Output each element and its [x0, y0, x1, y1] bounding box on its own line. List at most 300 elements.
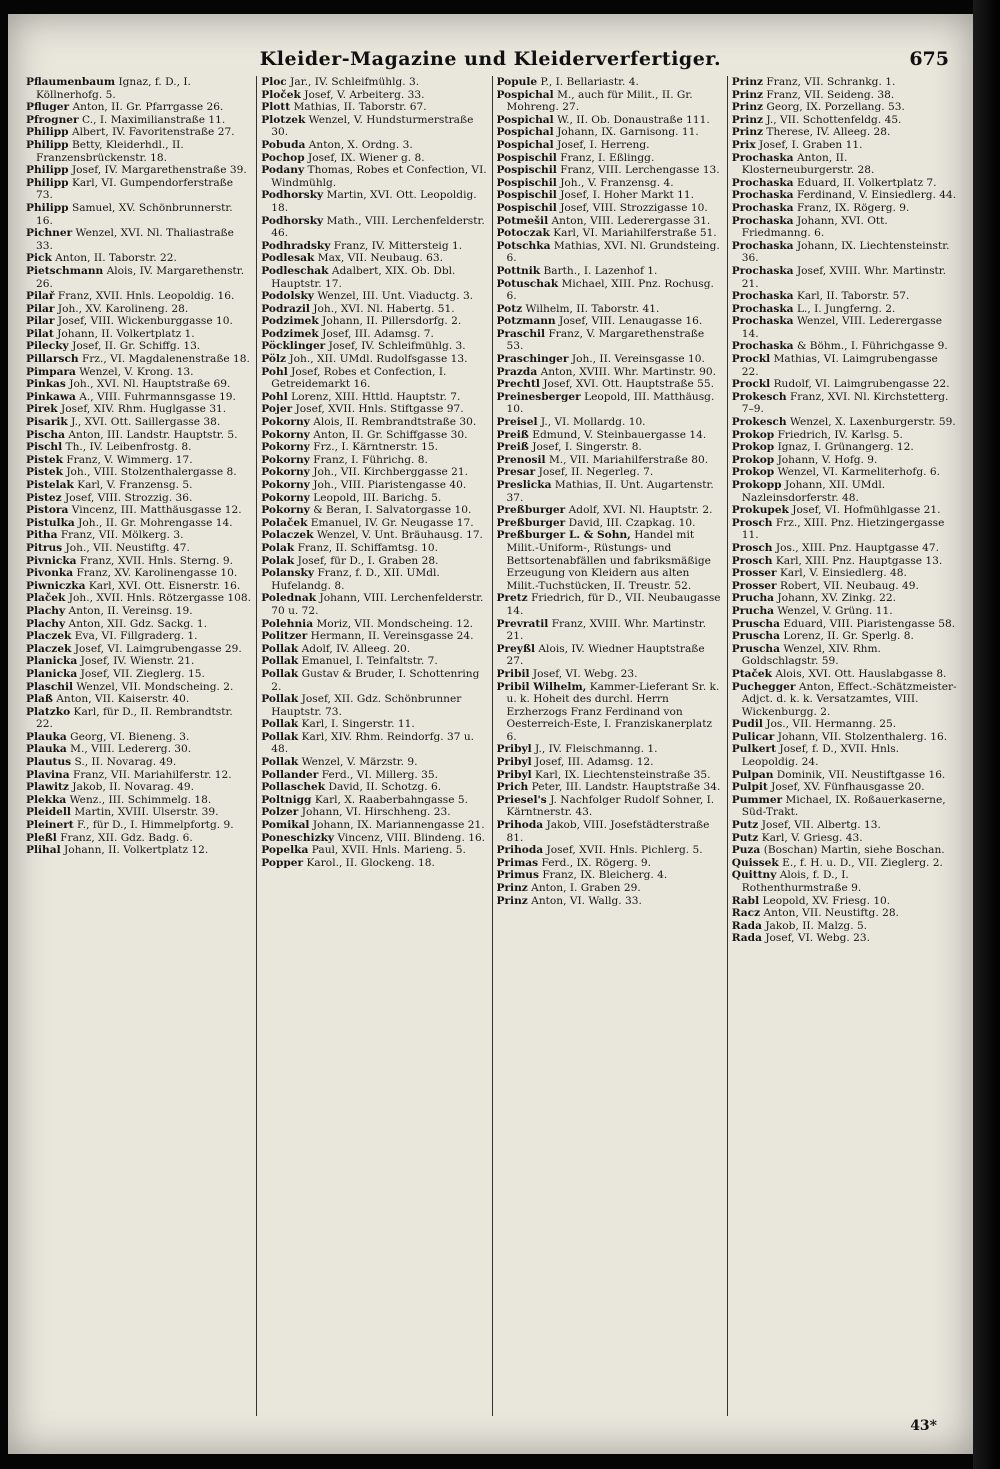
directory-entry — [26, 429, 252, 442]
entry-name: Pospischil — [496, 189, 557, 202]
entry-details: Wenz., III. Schimmelg. 18. — [69, 793, 212, 806]
entry-details: Josef, VIII. Wickenburggasse 10. — [57, 315, 233, 328]
entry-name: Prockl — [731, 353, 771, 366]
directory-entry — [26, 618, 252, 631]
entry-details: Paul, XVII. Hnls. Marieng. 5. — [311, 844, 466, 857]
entry-name: Pitha — [26, 529, 58, 542]
directory-entry — [497, 618, 723, 643]
entry-details: Franz, XII. Gdz. Badg. 6. — [60, 831, 193, 844]
entry-details: Josef, XVII. Hnls. Stiftgasse 97. — [295, 403, 464, 416]
entry-details: Friedrich, für D., VII. Neubaugasse 14. — [506, 592, 721, 617]
entry-name: Prokopp — [731, 479, 782, 491]
directory-entry — [732, 240, 958, 265]
entry-details: Anton, II. Klosterneuburgerstr. 28. — [741, 151, 875, 177]
entry-details: Ferdinand, V. Einsiedlerg. 44. — [796, 189, 957, 202]
directory-entry — [732, 681, 958, 719]
entry-details: Joh., XVII. Hnls. Rötzergasse 108. — [68, 592, 251, 605]
entry-details: Johann, IX. Liechtensteinstr. 36. — [741, 239, 950, 265]
entry-details: Josef, XVIII. Whr. Martinstr. 21. — [741, 264, 947, 290]
directory-entry — [497, 89, 723, 114]
entry-details: Th., IV. Leibenfrostg. 8. — [65, 441, 192, 454]
entry-name: Piwniczka — [26, 579, 86, 592]
entry-details: Martin, XVIII. Ulserstr. 39. — [74, 806, 219, 819]
entry-details: Franz, I. Eßlingg. — [560, 151, 655, 164]
directory-entry — [732, 126, 958, 139]
entry-details: Handel mit Milit.-Uniform-, Rüstungs- und Bettsortenabfällen und fabriksmäßige Erzeugung von Kleidern aus alten Milit.-Tuchstücken, II. Treustr. 52. — [506, 529, 711, 592]
entry-details: J., IV. Fleischmanng. 1. — [535, 743, 658, 756]
entry-name: Prechtl — [496, 378, 540, 391]
entry-name: Ploc — [261, 76, 287, 88]
directory-entry — [732, 152, 958, 177]
directory-entry — [732, 303, 958, 316]
entry-details: Franz, IX. Rögerg. 9. — [796, 201, 910, 214]
entry-name: Pinkawa — [26, 390, 76, 403]
directory-entry — [26, 466, 252, 479]
directory-entry — [261, 416, 487, 429]
directory-entry — [26, 580, 252, 593]
entry-name: Plavina — [26, 768, 70, 781]
entry-name: Pribil Wilhelm, — [496, 680, 587, 693]
entry-name: Ptaček — [731, 667, 773, 680]
entry-name: Plachy — [26, 604, 66, 617]
directory-entry — [26, 781, 252, 794]
directory-entry — [261, 504, 487, 517]
directory-entry — [26, 454, 252, 467]
directory-entry — [497, 466, 723, 479]
entry-name: Pospichal — [496, 88, 554, 101]
directory-entry — [261, 668, 487, 693]
directory-entry — [261, 290, 487, 303]
entry-name: Prochaska — [731, 151, 794, 164]
directory-entry — [261, 529, 487, 542]
directory-entry — [732, 605, 958, 618]
entry-details: Wenzel, VI. Karmeliterhofg. 6. — [777, 466, 940, 479]
directory-entry — [732, 542, 958, 555]
entry-name: Podzimek — [261, 327, 319, 340]
entry-details: Eduard, VIII. Piaristengasse 58. — [783, 617, 956, 630]
entry-name: Preyßl — [496, 642, 536, 655]
entry-name: Pistek — [26, 466, 63, 479]
directory-entry — [261, 76, 487, 89]
directory-entry — [732, 416, 958, 429]
entry-details: Franz, XVI. Nl. Kirchstetterg. 7–9. — [741, 390, 949, 416]
entry-details: Josef, VI. Webg. 23. — [765, 932, 870, 945]
directory-entry — [261, 366, 487, 391]
directory-entry — [497, 781, 723, 794]
entry-details: Josef, V. Arbeiterg. 33. — [304, 88, 425, 101]
entry-details: Jar., IV. Schleifmühlg. 3. — [290, 76, 420, 88]
entry-details: Wenzel, X. Laxenburgerstr. 59. — [789, 416, 956, 429]
entry-details: C., I. Maximilianstraße 11. — [81, 113, 226, 126]
directory-entry — [26, 769, 252, 782]
directory-entry — [732, 353, 958, 378]
entry-details: Ferd., VI. Millerg. 35. — [321, 768, 438, 781]
directory-entry — [261, 139, 487, 152]
directory-entry — [732, 215, 958, 240]
directory-entry — [732, 895, 958, 908]
entry-details: Wenzel, VIII. Lederergasse 14. — [741, 315, 942, 340]
entry-details: Anton, I. Graben 29. — [531, 882, 641, 894]
entry-name: Prucha — [731, 604, 775, 617]
directory-entry — [732, 743, 958, 768]
entry-details: Franz, XV. Karolinengasse 10. — [76, 567, 238, 580]
directory-entry — [261, 555, 487, 568]
directory-entry — [732, 177, 958, 190]
directory-entry — [497, 202, 723, 215]
entry-name: Pistez — [26, 491, 62, 504]
directory-entry — [26, 819, 252, 832]
entry-name: Plihal — [26, 844, 61, 857]
entry-name: Pollak — [261, 718, 299, 731]
entry-name: Platzko — [26, 705, 71, 718]
entry-details: Josef, IX. Wiener g. 8. — [308, 151, 425, 164]
entry-details: Karl, XIII. Pnz. Hauptgasse 13. — [775, 554, 943, 567]
entry-details: Joh., XVI. Nl. Hauptstraße 69. — [69, 378, 231, 391]
entry-name: Pudil — [731, 718, 763, 731]
directory-entry — [732, 718, 958, 731]
directory-entry — [26, 76, 252, 101]
directory-entry — [261, 315, 487, 328]
entry-details: Johann, VI. Hirschheng. 23. — [301, 806, 451, 819]
entry-details: Joh., VIII. Piaristengasse 40. — [313, 479, 467, 491]
entry-name: Pitrus — [26, 541, 63, 554]
entry-name: Pölz — [261, 353, 287, 366]
entry-details: Anton, XII. Gdz. Sackg. 1. — [68, 617, 207, 630]
entry-name: Preisel — [496, 416, 538, 429]
entry-name: Pruscha — [731, 630, 780, 643]
directory-entry — [497, 189, 723, 202]
directory-entry — [732, 479, 958, 504]
directory-entry — [26, 517, 252, 530]
entry-details: Josef, III. Adamsg. 7. — [322, 327, 434, 340]
entry-name: Prix — [731, 138, 756, 151]
entry-details: J., VI. Mollardg. 10. — [540, 416, 646, 429]
directory-entry — [732, 454, 958, 467]
entry-details: Jos., XIII. Pnz. Hauptgasse 47. — [775, 541, 939, 554]
directory-entry — [261, 89, 487, 102]
entry-name: Prochaska — [731, 189, 794, 202]
entry-details: Wenzel, V. Unt. Bräuhausg. 17. — [316, 529, 483, 542]
entry-details: Karl, IX. Liechtensteinstraße 35. — [535, 768, 711, 781]
directory-entry — [497, 668, 723, 681]
entry-details: Samuel, XV. Schönbrunnerstr. 16. — [36, 201, 233, 227]
entry-name: Popelka — [261, 844, 309, 857]
entry-name: Rabl — [731, 894, 760, 907]
entry-name: Plott — [261, 101, 291, 114]
entry-details: Franz, IV. Mittersteig 1. — [333, 239, 463, 252]
entry-details: Karl, V. Franzensg. 5. — [77, 479, 193, 491]
directory-entry — [732, 139, 958, 152]
directory-entry — [497, 769, 723, 782]
directory-entry — [497, 529, 723, 592]
entry-details: Jos., VII. Hermanng. 25. — [766, 718, 897, 731]
entry-name: Prochaska — [731, 176, 794, 189]
directory-entry — [261, 857, 487, 870]
entry-name: Prokop — [731, 428, 775, 441]
entry-details: Anton, II. Gr. Schiffgasse 30. — [313, 428, 468, 441]
directory-entry — [26, 227, 252, 252]
entry-details: Michael, IX. Roßauerkaserne, Süd-Trakt. — [741, 793, 946, 819]
directory-entry — [732, 76, 958, 89]
entry-name: Rada — [731, 932, 762, 945]
directory-entry — [732, 378, 958, 391]
entry-details: Max, VII. Neubaug. 63. — [317, 252, 443, 265]
entry-name: Potz — [496, 302, 523, 315]
entry-details: Karl, für D., II. Rembrandtstr. 22. — [36, 705, 233, 731]
entry-details: Josef, I. Hoher Markt 11. — [560, 189, 694, 202]
entry-name: Pfrogner — [26, 113, 79, 126]
entry-details: Josef, XIV. Rhm. Huglgasse 31. — [61, 403, 227, 416]
entry-name: Prokupek — [731, 504, 789, 517]
entry-details: Mathias, II. Unt. Augartenstr. 37. — [506, 479, 714, 504]
directory-entry — [26, 340, 252, 353]
entry-name: Prokop — [731, 441, 775, 454]
directory-entry — [497, 643, 723, 668]
entry-details: E., f. H. u. D., VII. Zieglerg. 2. — [782, 856, 943, 869]
directory-entry — [497, 328, 723, 353]
directory-entry — [732, 794, 958, 819]
directory-entry — [732, 630, 958, 643]
directory-entry — [732, 441, 958, 454]
entry-details: J., XVI. Ott. Saillergasse 38. — [71, 416, 221, 429]
entry-name: Rada — [731, 919, 762, 932]
entry-name: Plauka — [26, 730, 67, 743]
entry-name: Pottnik — [496, 264, 541, 277]
entry-name: Priesel's — [496, 793, 547, 806]
entry-details: Alois, IV. Wiedner Hauptstraße 27. — [506, 642, 705, 668]
directory-entry — [497, 869, 723, 882]
directory-entry — [26, 668, 252, 681]
entry-name: Preiß — [496, 441, 529, 454]
entry-details: Franz, VII. Mariahilferstr. 12. — [72, 768, 232, 781]
directory-entry — [261, 567, 487, 592]
directory-entry — [261, 693, 487, 718]
entry-name: Philipp — [26, 164, 69, 177]
directory-entry — [261, 303, 487, 316]
entry-details: Franz, VII. Seideng. 38. — [766, 88, 895, 101]
entry-details: M., auch für Milit., II. Gr. Mohreng. 27. — [506, 88, 693, 114]
directory-entry — [261, 643, 487, 656]
directory-entry — [497, 126, 723, 139]
entry-details: Josef, IV. Wienstr. 21. — [80, 655, 195, 668]
entry-name: Pistulka — [26, 516, 75, 529]
entry-name: Prochaska — [731, 201, 794, 214]
directory-entry — [26, 655, 252, 668]
entry-name: Prihoda — [496, 819, 544, 832]
entry-details: Eduard, II. Volkertplatz 7. — [796, 176, 937, 189]
directory-entry — [497, 416, 723, 429]
entry-details: Franz, XVII. Hnls. Leopoldig. 16. — [57, 290, 235, 303]
entry-name: Placzek — [26, 642, 72, 655]
directory-entry — [261, 441, 487, 454]
entry-name: Pospischil — [496, 151, 557, 164]
entry-details: Wilhelm, II. Taborstr. 41. — [525, 302, 660, 315]
entry-details: Betty, Kleiderhdl., II. Franzensbrückenstr. 18. — [36, 138, 184, 164]
directory-entry — [732, 391, 958, 416]
entry-details: Josef, IV. Margarethenstraße 39. — [71, 164, 247, 177]
entry-details: Franz, XVIII. Whr. Martinstr. 21. — [506, 617, 707, 643]
entry-details: Karl, II. Taborstr. 57. — [796, 290, 910, 303]
entry-details: Joh., VII. Kirchberggasse 21. — [313, 466, 468, 479]
entry-details: Josef, VII. Zieglerg. 15. — [80, 667, 205, 680]
entry-name: Prochaska — [731, 290, 794, 303]
entry-name: Popper — [261, 856, 304, 869]
entry-details: Josef, XV. Fünfhausgasse 20. — [771, 781, 925, 794]
entry-name: Pollak — [261, 693, 299, 706]
entry-details: Franz, V. Margarethenstraße 53. — [506, 327, 705, 353]
directory-entry — [26, 743, 252, 756]
entry-details: (Boschan) Martin, siehe Boschan. — [763, 844, 945, 857]
directory-entry — [732, 643, 958, 668]
directory-entry — [732, 618, 958, 631]
entry-details: Gustav & Bruder, I. Schottenring 2. — [271, 667, 480, 693]
directory-entry — [26, 592, 252, 605]
entry-details: Anton, VII. Neustiftg. 28. — [763, 907, 899, 920]
entry-name: Preinesberger — [496, 390, 581, 403]
entry-name: Popule — [496, 76, 538, 88]
entry-name: Pillarsch — [26, 353, 79, 366]
entry-name: Pospichal — [496, 138, 554, 151]
directory-entry — [26, 101, 252, 114]
entry-details: Joh., XVI. Nl. Habertg. 51. — [313, 302, 455, 315]
directory-entry — [497, 819, 723, 844]
entry-name: Prochaska — [731, 315, 794, 328]
directory-entry — [732, 592, 958, 605]
entry-name: Pistelak — [26, 479, 74, 491]
entry-name: Pribyl — [496, 743, 532, 756]
entry-name: Potmešil — [496, 214, 549, 227]
directory-entry — [26, 844, 252, 857]
entry-name: Pleidell — [26, 806, 71, 819]
entry-name: Prosser — [731, 567, 777, 580]
entry-name: Pokorny — [261, 491, 310, 504]
entry-details: Josef, VII. Albertg. 13. — [761, 819, 881, 832]
entry-details: Vincenz, III. Matthäusgasse 12. — [71, 504, 242, 517]
entry-name: Podlesak — [261, 252, 315, 265]
entry-name: Pospischil — [496, 164, 557, 177]
entry-details: Johann, VIII. Lerchenfelderstr. 70 u. 72. — [271, 592, 484, 617]
entry-name: Potzmann — [496, 315, 556, 328]
entry-name: Podleschak — [261, 264, 329, 277]
entry-details: J., VII. Schottenfeldg. 45. — [766, 113, 902, 126]
directory-entry — [261, 718, 487, 731]
entry-name: Pulpan — [731, 768, 774, 781]
entry-details: Wenzel, XVI. Nl. Thaliastraße 33. — [36, 227, 234, 252]
directory-entry — [261, 806, 487, 819]
directory-entry — [497, 164, 723, 177]
entry-name: Pospichal — [496, 113, 554, 126]
directory-entry — [26, 605, 252, 618]
entry-details: Franz, V. Wimmerg. 17. — [66, 453, 193, 466]
entry-details: Wenzel, V. Krong. 13. — [79, 365, 194, 378]
entry-name: Plaß — [26, 693, 53, 706]
entry-details: Anton, II. Vereinsg. 19. — [68, 604, 193, 617]
entry-name: Pretz — [496, 592, 528, 605]
entry-name: Prinz — [731, 101, 764, 114]
entry-details: Johann, II. Volkertplatz 12. — [63, 844, 209, 857]
directory-entry — [497, 756, 723, 769]
directory-entry — [732, 265, 958, 290]
directory-entry — [497, 215, 723, 228]
entry-details: Math., VIII. Lerchenfelderstr. 46. — [271, 214, 485, 240]
page-title: Kleider-Magazine und Kleiderverfertiger. — [259, 48, 722, 70]
entry-name: Pulkert — [731, 743, 776, 756]
entry-name: Pospichal — [496, 126, 554, 139]
entry-name: Pokorny — [261, 479, 310, 491]
directory-entry — [497, 429, 723, 442]
signature-mark: 43* — [910, 1418, 937, 1434]
directory-entry — [261, 769, 487, 782]
entry-details: Therese, IV. Alleeg. 28. — [766, 126, 891, 139]
entry-name: Poneschizky — [261, 831, 335, 844]
directory-entry — [261, 479, 487, 492]
entry-details: Thomas, Robes et Confection, VI. Windmühlg. — [271, 164, 487, 189]
directory-entry — [732, 932, 958, 945]
entry-name: Prosser — [731, 579, 777, 592]
directory-entry — [26, 731, 252, 744]
entry-name: Pulpit — [731, 781, 768, 794]
entry-details: Lorenz, II. Gr. Sperlg. 8. — [783, 630, 914, 643]
directory-entry — [261, 592, 487, 617]
entry-details: Jakob, VIII. Josefstädterstraße 81. — [506, 819, 710, 844]
directory-entry — [497, 303, 723, 316]
entry-details: Franz, XVII. Hnls. Sterng. 9. — [79, 554, 233, 567]
directory-entry — [732, 832, 958, 845]
entry-details: Anton, XVIII. Whr. Martinstr. 90. — [540, 365, 716, 378]
entry-details: Anton, X. Ordng. 3. — [308, 138, 413, 151]
entry-name: Pollak — [261, 756, 299, 769]
entry-name: Pohl — [261, 390, 288, 403]
directory-entry — [261, 403, 487, 416]
entry-details: Leopold, XV. Friesg. 10. — [762, 894, 891, 907]
entry-name: Pick — [26, 252, 52, 265]
directory-entry — [26, 832, 252, 845]
entry-details: Anton, VIII. Lederergasse 31. — [551, 214, 711, 227]
directory-entry — [497, 517, 723, 530]
entry-name: Pimpara — [26, 365, 76, 378]
entry-name: Prinz — [731, 76, 764, 88]
directory-entry — [26, 114, 252, 127]
directory-entry — [26, 139, 252, 164]
entry-name: Pospischil — [496, 201, 557, 214]
entry-name: Racz — [731, 907, 761, 920]
entry-name: Pruscha — [731, 617, 780, 630]
entry-details: Karol., II. Glockeng. 18. — [306, 856, 435, 869]
entry-details: Dominik, VII. Neustiftgasse 16. — [776, 768, 946, 781]
directory-entry — [261, 781, 487, 794]
directory-entry — [497, 378, 723, 391]
entry-name: Pohl — [261, 365, 288, 378]
directory-entry — [497, 227, 723, 240]
entry-name: Philipp — [26, 126, 69, 139]
entry-name: Plekka — [26, 793, 67, 806]
entry-details: Alois, IV. Margarethenstr. 26. — [36, 264, 245, 290]
entry-name: Pollak — [261, 667, 299, 680]
entry-name: Plaček — [26, 592, 66, 605]
directory-entry — [497, 366, 723, 379]
entry-details: Mathias, VI. Laimgrubengasse 22. — [741, 353, 938, 378]
entry-details: M., VII. Mariahilferstraße 80. — [548, 453, 709, 466]
entry-name: Planicka — [26, 667, 78, 680]
directory-entry — [732, 429, 958, 442]
entry-name: Pochop — [261, 151, 305, 164]
entry-details: Franz, f. D., XII. UMdl. Hufelandg. 8. — [271, 567, 440, 592]
directory-entry — [732, 731, 958, 744]
entry-name: Prochaska — [731, 302, 794, 315]
directory-entry — [497, 592, 723, 617]
entry-name: Pischl — [26, 441, 63, 454]
directory-entry — [261, 466, 487, 479]
